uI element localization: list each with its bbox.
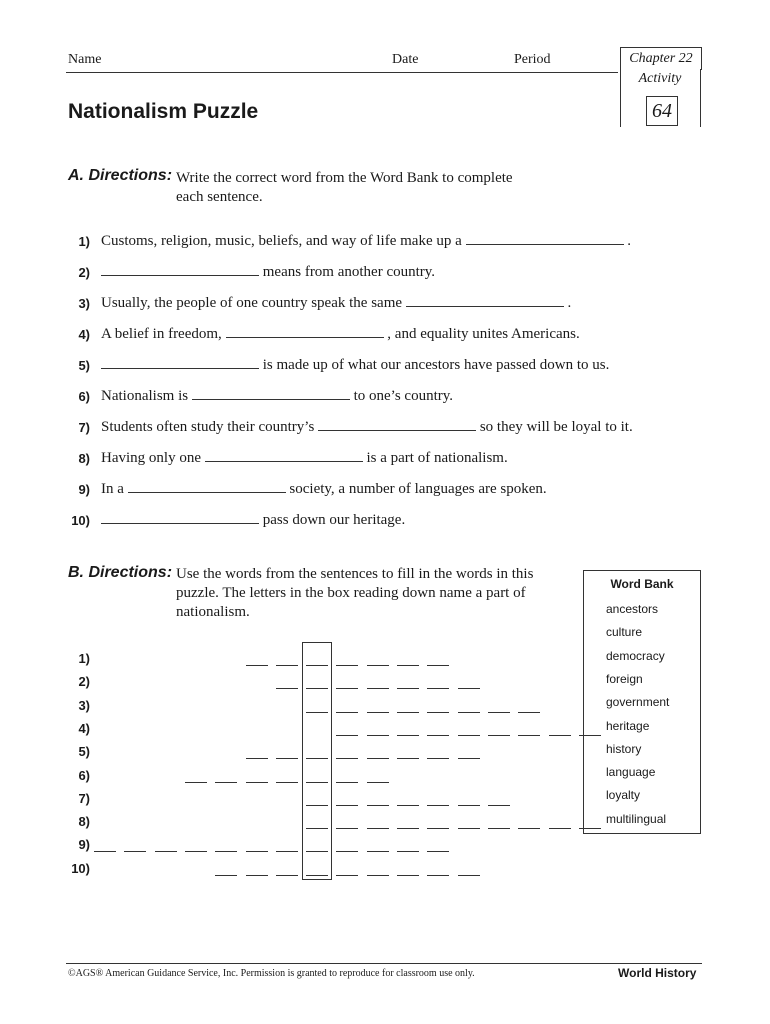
- puzzle-number: 10): [71, 860, 90, 876]
- puzzle-letter-blank[interactable]: [367, 688, 389, 689]
- answer-blank[interactable]: [318, 418, 476, 431]
- puzzle-letter-blank[interactable]: [246, 665, 268, 666]
- puzzle-letter-blank[interactable]: [276, 688, 298, 689]
- question-text: [101, 325, 580, 343]
- word-bank-item: multilingual: [606, 811, 667, 826]
- question-text-before: A belief in freedom,: [101, 326, 222, 342]
- puzzle-letter-blank[interactable]: [367, 805, 389, 806]
- puzzle-letter-blank[interactable]: [276, 665, 298, 666]
- header-rule: [66, 72, 618, 73]
- puzzle-letter-blank[interactable]: [367, 875, 389, 876]
- answer-blank[interactable]: [406, 294, 564, 307]
- puzzle-letter-blank[interactable]: [397, 851, 419, 852]
- puzzle-letter-blank[interactable]: [458, 805, 480, 806]
- puzzle-letter-blank[interactable]: [397, 712, 419, 713]
- puzzle-number: 9): [78, 837, 90, 853]
- question-text-before: Customs, religion, music, beliefs, and way of life make up a: [101, 233, 462, 249]
- answer-blank[interactable]: [192, 387, 350, 400]
- question-number: 4): [78, 327, 90, 342]
- puzzle-letter-blank[interactable]: [276, 758, 298, 759]
- section-a-heading: A. Directions:: [68, 167, 173, 184]
- puzzle-letter-blank[interactable]: [215, 782, 237, 783]
- date-label: Date: [392, 52, 419, 67]
- answer-blank[interactable]: [226, 325, 384, 338]
- word-bank-item: culture: [606, 625, 643, 640]
- question-text-after: so they will be loyal to it.: [479, 419, 633, 435]
- puzzle-letter-blank[interactable]: [427, 828, 449, 829]
- puzzle-letter-blank[interactable]: [276, 782, 298, 783]
- question-text-after: .: [567, 295, 572, 311]
- puzzle-letter-blank[interactable]: [397, 665, 419, 666]
- word-bank-item: loyalty: [606, 788, 641, 803]
- question-text-after: , and equality unites Americans.: [387, 326, 580, 342]
- question-number: 9): [78, 482, 90, 497]
- question-text-before: Having only one: [101, 450, 201, 466]
- answer-blank[interactable]: [101, 356, 259, 369]
- answer-blank[interactable]: [128, 480, 286, 493]
- puzzle-letter-blank[interactable]: [336, 712, 358, 713]
- question-text-before: Usually, the people of one country speak the same: [101, 295, 403, 311]
- word-bank-item: democracy: [606, 648, 665, 663]
- puzzle-letter-blank[interactable]: [458, 688, 480, 689]
- question-text-after: society, a number of languages are spoken.: [289, 481, 547, 497]
- question-text: [101, 480, 547, 498]
- question-text-before: Nationalism is: [101, 388, 189, 404]
- puzzle-letter-blank[interactable]: [124, 851, 146, 852]
- puzzle-letter-blank[interactable]: [215, 875, 237, 876]
- puzzle-letter-blank[interactable]: [367, 782, 389, 783]
- puzzle-letter-blank[interactable]: [246, 782, 268, 783]
- puzzle-letter-blank[interactable]: [427, 758, 449, 759]
- activity-label: Activity: [638, 71, 682, 86]
- puzzle-letter-blank[interactable]: [488, 828, 510, 829]
- puzzle-letter-blank[interactable]: [336, 758, 358, 759]
- word-bank-item: heritage: [606, 718, 650, 733]
- puzzle-letter-blank[interactable]: [427, 875, 449, 876]
- puzzle-letter-blank[interactable]: [397, 875, 419, 876]
- question-text: [101, 511, 405, 529]
- puzzle-letter-blank[interactable]: [276, 851, 298, 852]
- section-a-directions-1: Write the correct word from the Word Bank to complete: [176, 170, 513, 186]
- puzzle-letter-blank[interactable]: [336, 875, 358, 876]
- book-title: World History: [618, 966, 697, 980]
- puzzle-letter-blank[interactable]: [367, 735, 389, 736]
- word-bank-title: Word Bank: [610, 577, 674, 591]
- puzzle-letter-blank[interactable]: [185, 851, 207, 852]
- puzzle-number: 1): [78, 651, 90, 666]
- puzzle-letter-blank[interactable]: [427, 712, 449, 713]
- puzzle-letter-blank[interactable]: [397, 735, 419, 736]
- word-bank-item: government: [606, 695, 670, 710]
- puzzle-letter-blank[interactable]: [397, 758, 419, 759]
- puzzle-letter-blank[interactable]: [458, 735, 480, 736]
- section-b-directions-1: Use the words from the sentences to fill in the words in this: [176, 566, 534, 582]
- question-text-after: to one’s country.: [353, 388, 454, 404]
- puzzle-letter-blank[interactable]: [397, 688, 419, 689]
- answer-blank[interactable]: [205, 449, 363, 462]
- puzzle-letter-blank[interactable]: [549, 828, 571, 829]
- puzzle-letter-blank[interactable]: [488, 735, 510, 736]
- activity-box-right: [700, 69, 701, 127]
- puzzle-letter-blank[interactable]: [518, 828, 540, 829]
- question-number: 6): [78, 389, 90, 404]
- question-text-before: Students often study their country’s: [101, 419, 315, 435]
- puzzle-letter-blank[interactable]: [336, 782, 358, 783]
- word-bank: [583, 570, 701, 834]
- puzzle-letter-blank[interactable]: [246, 758, 268, 759]
- puzzle-letter-blank[interactable]: [336, 805, 358, 806]
- puzzle-letter-blank[interactable]: [155, 851, 177, 852]
- copyright-notice: ©AGS® American Guidance Service, Inc. Permission is granted to reproduce for classroom use only.: [68, 968, 475, 979]
- question-text-after: is a part of nationalism.: [366, 450, 508, 466]
- puzzle-letter-blank[interactable]: [427, 851, 449, 852]
- puzzle-number: 8): [78, 814, 90, 830]
- question-text-after: is made up of what our ancestors have passed down to us.: [262, 357, 610, 373]
- section-b-directions-3: nationalism.: [176, 604, 250, 620]
- question-text: [101, 263, 435, 281]
- footer-rule: [66, 963, 702, 964]
- puzzle-number: 6): [78, 767, 90, 783]
- puzzle-letter-blank[interactable]: [488, 805, 510, 806]
- puzzle-letter-blank[interactable]: [488, 712, 510, 713]
- question-text: [101, 356, 609, 374]
- puzzle-letter-blank[interactable]: [94, 851, 116, 852]
- word-bank-item: foreign: [606, 671, 643, 686]
- puzzle-letter-blank[interactable]: [518, 735, 540, 736]
- question-text: [101, 418, 633, 436]
- puzzle-letter-blank[interactable]: [367, 828, 389, 829]
- puzzle-letter-blank[interactable]: [215, 851, 237, 852]
- puzzle-letter-blank[interactable]: [458, 712, 480, 713]
- answer-blank[interactable]: [101, 511, 259, 524]
- section-b-heading: B. Directions:: [68, 564, 173, 581]
- puzzle-letter-blank[interactable]: [367, 665, 389, 666]
- puzzle-number: 2): [78, 674, 90, 690]
- chapter-label: Chapter 22: [620, 47, 702, 70]
- question-number: 3): [78, 296, 90, 311]
- puzzle-letter-blank[interactable]: [367, 851, 389, 852]
- answer-blank[interactable]: [101, 263, 259, 276]
- puzzle-letter-blank[interactable]: [336, 735, 358, 736]
- puzzle-letter-blank[interactable]: [427, 735, 449, 736]
- puzzle-letter-blank[interactable]: [246, 875, 268, 876]
- answer-blank[interactable]: [466, 232, 624, 245]
- puzzle-letter-blank[interactable]: [185, 782, 207, 783]
- question-text: [101, 387, 453, 405]
- question-text-after: means from another country.: [262, 264, 436, 280]
- puzzle-letter-blank[interactable]: [397, 805, 419, 806]
- vertical-answer-box: [302, 642, 332, 880]
- puzzle-letter-blank[interactable]: [276, 875, 298, 876]
- puzzle-letter-blank[interactable]: [458, 875, 480, 876]
- puzzle-letter-blank[interactable]: [246, 851, 268, 852]
- question-text-before: In a: [101, 481, 124, 497]
- puzzle-letter-blank[interactable]: [397, 828, 419, 829]
- puzzle-letter-blank[interactable]: [367, 758, 389, 759]
- puzzle-number: 5): [78, 744, 90, 760]
- puzzle-letter-blank[interactable]: [336, 851, 358, 852]
- section-b-directions-2: puzzle. The letters in the box reading down name a part of: [176, 585, 526, 601]
- word-bank-item: history: [606, 741, 642, 756]
- page-title: Nationalism Puzzle: [68, 100, 259, 123]
- section-a-directions-2: each sentence.: [176, 189, 263, 205]
- question-number: 8): [78, 451, 90, 466]
- question-number: 1): [78, 234, 90, 249]
- question-number: 2): [78, 265, 90, 280]
- word-bank-item: language: [606, 765, 656, 780]
- puzzle-letter-blank[interactable]: [458, 758, 480, 759]
- word-bank-item: ancestors: [606, 602, 659, 616]
- puzzle-letter-blank[interactable]: [458, 828, 480, 829]
- puzzle-letter-blank[interactable]: [518, 712, 540, 713]
- activity-number: 64: [646, 96, 678, 126]
- puzzle-letter-blank[interactable]: [336, 828, 358, 829]
- puzzle-letter-blank[interactable]: [427, 688, 449, 689]
- question-number: 5): [78, 358, 90, 373]
- question-text-after: .: [627, 233, 632, 249]
- puzzle-letter-blank[interactable]: [549, 735, 571, 736]
- puzzle-letter-blank[interactable]: [367, 712, 389, 713]
- question-text-after: pass down our heritage.: [262, 512, 406, 528]
- question-number: 10): [71, 513, 90, 528]
- question-number: 7): [78, 420, 90, 435]
- name-label: Name: [68, 52, 102, 67]
- puzzle-letter-blank[interactable]: [427, 805, 449, 806]
- question-text: [101, 449, 508, 467]
- puzzle-letter-blank[interactable]: [336, 688, 358, 689]
- puzzle-number: 3): [78, 697, 90, 713]
- period-label: Period: [514, 52, 551, 67]
- question-text: [101, 232, 631, 250]
- puzzle-number: 7): [78, 790, 90, 806]
- puzzle-number: 4): [78, 720, 90, 736]
- puzzle-letter-blank[interactable]: [336, 665, 358, 666]
- puzzle-letter-blank[interactable]: [427, 665, 449, 666]
- question-text: [101, 294, 571, 312]
